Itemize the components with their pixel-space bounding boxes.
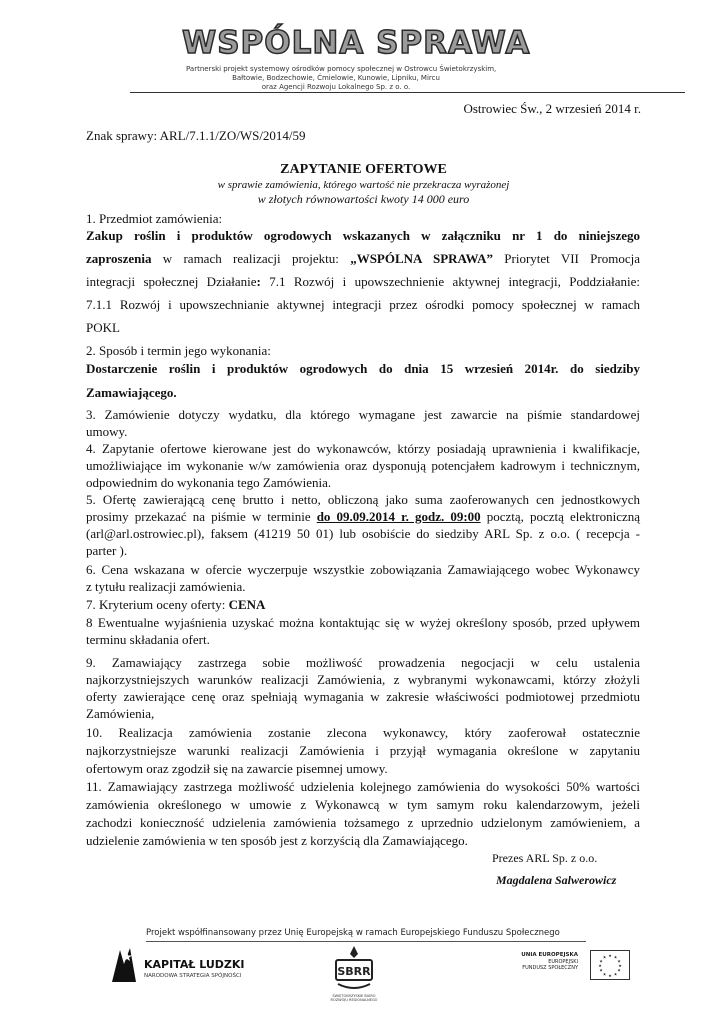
eu-label-line: FUNDUSZ SPOŁECZNY [522,965,578,971]
deadline: do 09.09.2014 r. godz. 09:00 [316,509,481,524]
sbrr-caption-line: ROZWOJU REGIONALNEGO [330,998,378,1002]
paragraph-line: Zamawiającego. [86,385,177,400]
project-logo-title: WSPÓLNA SPRAWA [182,25,531,61]
paragraph-line: 7.1.1 Rozwój i upowszechnianie aktywnej integracji przez ośrodki pomocy społecznej w ramach [86,297,640,312]
paragraph-line: 3. Zamówienie dotyczy wydatku, dla którego wymagane jest zawarcie na piśmie standardowej [86,407,640,422]
paragraph-line: odpowiednim do wykonania tego Zamówienia. [86,475,332,490]
paragraph-line: (arl@arl.ostrowiec.pl), faksem (41219 50 01) lub osobiście do siedziby ARL Sp. z o.o. ( recepcja - [86,526,640,541]
paragraph-line: zamówienia określonego w umowie z Wykonawcą w tym samym roku kalendarzowym, jeżeli [86,797,640,812]
paragraph-line: 10. Realizacja zamówienia zostanie zlecona wykonawcy, który zaoferował ostatecznie [86,725,640,740]
paragraph-line: zachodzi konieczność udzielenia zamówienia tożsamego z uprzednio udzielonym zamówieniem, a [86,815,640,830]
criterion-value: CENA [228,597,266,612]
project-name: „WSPÓLNA SPRAWA” [350,251,493,266]
paragraph-line: 6. Cena wskazana w ofercie wyczerpuje wszystkie zobowiązania Zamawiającego wobec Wykonawcy [86,562,640,577]
paragraph-line: oferty zawierające cenę oraz spełniają wymagania w zakresie właściwości podmiotowej przedmiotu [86,689,640,704]
text: 7.1 Rozwój i upowszechnienie aktywnej integracji, Poddziałanie: [260,274,640,289]
paragraph-line [86,509,640,525]
paragraph-line: POKL [86,320,120,335]
paragraph-line: umowy. [86,424,128,439]
paragraph-line: terminu składania ofert. [86,632,210,647]
paragraph-line [86,274,640,290]
paragraph-line [86,251,640,267]
paragraph-line: ofertowym oraz zgodził się na zawarcie pisemnej umowy. [86,761,388,776]
svg-text:★: ★ [602,971,607,977]
partner-line: oraz Agencji Rozwoju Lokalnego Sp. z o. o. [261,83,411,91]
eu-flag-icon [590,950,630,980]
kapital-ludzki-name: KAPITAŁ LUDZKI [144,958,245,971]
paragraph-line: 11. Zamawiający zastrzega możliwość udzielenia kolejnego zamówienia do wysokości 50% wartości [86,779,640,794]
document-subtitle: w złotych równowartości kwoty 14 000 euro [257,192,470,206]
paragraph-line: 9. Zamawiający zastrzega sobie możliwość prowadzenia negocjacji w celu ustalenia [86,655,640,670]
paragraph-line: 5. Ofertę zawierającą cenę brutto i netto, obliczoną jako suma zaoferowanych cen jednostkowych [86,492,640,507]
paragraph-line: umożliwiające im wykonanie w/w zamówienia oraz dysponują potencjałem kadrowym i technicznym, [86,458,640,473]
svg-text:★: ★ [617,967,621,973]
signature-role: Prezes ARL Sp. z o.o. [492,851,598,865]
svg-text:★: ★ [598,963,602,968]
svg-text:★: ★ [602,954,607,960]
text: integracji społecznej Działanie [86,274,257,289]
paragraph-line: Zakup roślin i produktów ogrodowych wskazanych w załączniku nr 1 do niniejszego [86,228,640,243]
bold-text: zaproszenia [86,251,152,266]
svg-text:★: ★ [599,967,603,973]
paragraph-line: udzielenie zamówienia w ten sposób jest z korzyścią dla Zamawiającego. [86,833,468,848]
case-number: Znak sprawy: ARL/7.1.1/ZO/WS/2014/59 [86,128,306,143]
footer-divider [146,941,586,942]
text: Priorytet VII Promocja [492,251,640,266]
bold-colon: : [256,274,261,289]
partner-line: Bałtowie, Bodzechowie, Ćmielowie, Kunowie, Lipniku, Mircu [232,74,440,82]
text: pocztą, pocztą elektroniczną [480,509,641,524]
text: prosimy przekazać na piśmie w terminie [86,509,317,524]
eu-label-line: UNIA EUROPEJSKA [521,952,578,958]
sbrr-caption-line: ŚWIĘTOKRZYSKIE BIURO [332,994,376,998]
paragraph-line: Zamówienia, [86,706,155,721]
kapital-ludzki-subtitle: NARODOWA STRATEGIA SPÓJNOŚCI [144,973,242,979]
svg-text:★: ★ [618,963,622,968]
partner-line: Partnerski projekt systemowy ośrodków pomocy społecznej w Ostrowcu Świetokrzyskim, [186,65,497,73]
svg-text:★: ★ [608,973,612,978]
paragraph-line: 8 Ewentualne wyjaśnienia uzyskać można kontaktując się w wyżej określony sposób, przed upływem [86,615,640,630]
paragraph-line: najkorzystniejszych warunków realizacji Zamówienia, z wybranymi wykonawcami, którzy złożyli [86,672,640,687]
paragraph-line [86,597,265,613]
kapital-ludzki-logo-icon [110,946,138,984]
text: w ramach realizacji projektu: [151,251,351,266]
svg-text:★: ★ [617,958,621,964]
sbrr-caption [330,994,378,1002]
svg-text:SBRR: SBRR [337,965,371,978]
sbrr-logo-icon [330,944,378,994]
text: 7. Kryterium oceny oferty: [86,597,229,612]
svg-text:★: ★ [599,958,603,964]
paragraph-line: z tytułu realizacji zamówienia. [86,579,246,594]
paragraph-line: najkorzystniejsze warunki realizacji Zamówienia i przyjął wymagania określone w zapytaniu [86,743,640,758]
partner-description [186,65,526,92]
place-date: Ostrowiec Św., 2 wrzesień 2014 r. [463,101,641,116]
header-divider [130,92,685,93]
eu-label-line: EUROPEJSKI [548,958,578,965]
document-subtitle: w sprawie zamówienia, którego wartość nie przekracza wyrażonej [217,179,510,191]
svg-text:★: ★ [613,954,618,960]
svg-text:★: ★ [613,971,618,977]
paragraph-line: Dostarczenie roślin i produktów ogrodowych do dnia 15 wrzesień 2014r. do siedziby [86,361,640,376]
svg-text:★: ★ [608,953,612,958]
cofinancing-note: Projekt współfinansowany przez Unię Europejską w ramach Europejskiego Funduszu Społecznego [146,928,560,938]
section-heading: 1. Przedmiot zamówienia: [86,211,223,226]
signature-name: Magdalena Salwerowicz [496,873,617,887]
kapital-ludzki-logo [110,946,270,986]
paragraph-line: parter ). [86,543,128,558]
document-title: ZAPYTANIE OFERTOWE [280,162,447,177]
paragraph-line: 4. Zapytanie ofertowe kierowane jest do wykonawców, którzy posiadają uprawnienia i kwalifikacje, [86,441,640,456]
eu-label [498,952,578,972]
section-heading: 2. Sposób i termin jego wykonania: [86,343,271,358]
